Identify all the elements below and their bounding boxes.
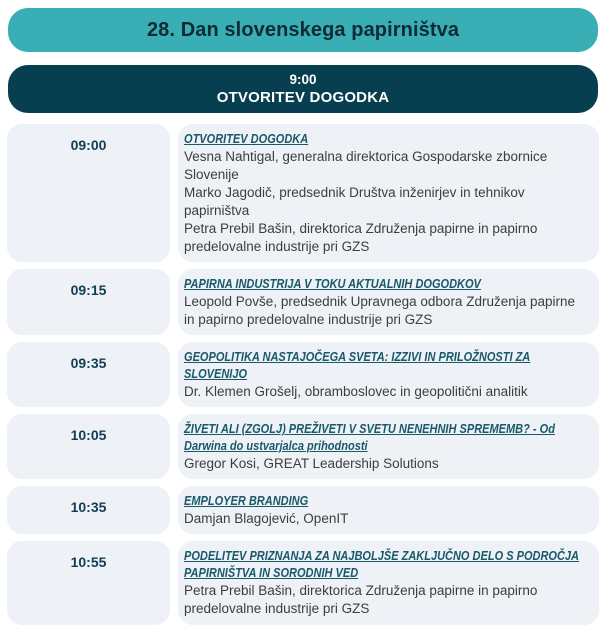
time-label: 09:00: [70, 137, 107, 153]
time-card: [7, 269, 170, 335]
event-title: 28. Dan slovenskega papirništva: [146, 18, 460, 41]
time-card: [7, 414, 170, 479]
session-banner-time: 9:00: [289, 72, 317, 87]
speaker-line: Gregor Kosi, GREAT Leadership Solutions: [184, 456, 439, 471]
speaker-line: Marko Jagodič, predsednik Društva inženirjev in tehnikov papirništva: [184, 185, 525, 218]
session-title-link[interactable]: EMPLOYER BRANDING: [184, 493, 309, 508]
agenda-row: [7, 269, 599, 335]
time-card: [7, 124, 170, 262]
session-title-link[interactable]: PAPIRNA INDUSTRIJA V TOKU AKTUALNIH DOGODKOV: [184, 276, 481, 291]
session-banner: [8, 65, 598, 113]
speaker-line: Leopold Povše, predsednik Upravnega odbora Združenja papirne in papirno predelovalne industrije pri GZS: [184, 294, 576, 327]
speaker-line: Damjan Blagojević, OpenIT: [184, 511, 349, 526]
session-card: [178, 342, 599, 407]
event-title-banner: [8, 8, 598, 52]
time-card: [7, 486, 170, 534]
agenda-row: [7, 541, 599, 625]
session-card: [178, 124, 599, 262]
session-card: [178, 486, 599, 534]
session-card: [178, 541, 599, 625]
speaker-line: Vesna Nahtigal, generalna direktorica Gospodarske zbornice Slovenije: [184, 149, 548, 182]
session-title-link[interactable]: GEOPOLITIKA NASTAJOČEGA SVETA: IZZIVI IN PRILOŽNOSTI ZA SLOVENIJO: [184, 349, 531, 381]
agenda-list: [7, 124, 599, 625]
agenda-row: [7, 414, 599, 479]
session-card: [178, 269, 599, 335]
session-card: [178, 414, 599, 479]
time-card: [7, 342, 170, 407]
session-title-link[interactable]: PODELITEV PRIZNANJA ZA NAJBOLJŠE ZAKLJUČNO DELO S PODROČJA PAPIRNIŠTVA IN SORODNIH VED: [184, 548, 580, 580]
time-label: 09:15: [70, 282, 107, 298]
agenda-row: [7, 124, 599, 262]
agenda-row: [7, 486, 599, 534]
time-label: 10:05: [70, 427, 107, 443]
agenda-row: [7, 342, 599, 407]
speaker-line: Petra Prebil Bašin, direktorica Združenja papirne in papirno predelovalne industrije pri GZS: [184, 221, 538, 254]
time-label: 10:35: [70, 499, 107, 515]
speaker-line: Dr. Klemen Grošelj, obramboslovec in geopolitični analitik: [184, 384, 528, 399]
session-title-link[interactable]: ŽIVETI ALI (ZGOLJ) PREŽIVETI V SVETU NENEHNIH SPREMEMB? - Od Darwina do ustvarjalca prihodnosti: [184, 421, 555, 453]
session-banner-title: OTVORITEV DOGODKA: [216, 89, 390, 106]
time-label: 09:35: [70, 355, 107, 371]
session-title-link[interactable]: OTVORITEV DOGODKA: [184, 131, 309, 146]
time-label: 10:55: [70, 554, 107, 570]
speaker-line: Petra Prebil Bašin, direktorica Združenja papirne in papirno predelovalne industrije pri GZS: [184, 583, 538, 616]
time-card: [7, 541, 170, 625]
